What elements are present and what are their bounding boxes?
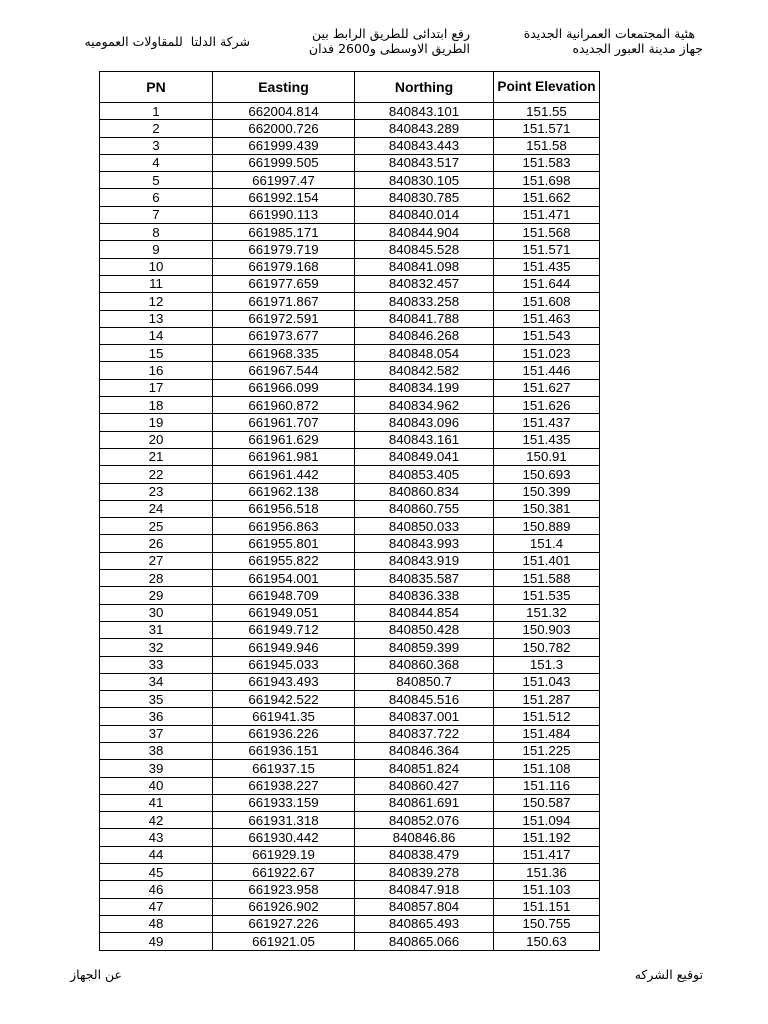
easting-cell: 661977.659 <box>213 276 355 293</box>
point-number-cell: 19 <box>100 414 213 431</box>
easting-cell: 661961.981 <box>213 449 355 466</box>
easting-cell: 661949.946 <box>213 639 355 656</box>
northing-cell: 840843.101 <box>355 103 494 120</box>
easting-cell: 661933.159 <box>213 795 355 812</box>
northing-cell: 840840.014 <box>355 207 494 224</box>
elevation-cell: 150.587 <box>494 795 600 812</box>
northing-cell: 840852.076 <box>355 812 494 829</box>
easting-cell: 661962.138 <box>213 484 355 501</box>
northing-cell: 840860.368 <box>355 657 494 674</box>
elevation-cell: 151.58 <box>494 138 600 155</box>
northing-cell: 840853.405 <box>355 466 494 483</box>
point-number-cell: 44 <box>100 847 213 864</box>
northing-cell: 840843.096 <box>355 414 494 431</box>
point-number-cell: 1 <box>100 103 213 120</box>
elevation-cell: 151.287 <box>494 691 600 708</box>
elevation-cell: 151.571 <box>494 241 600 258</box>
point-number-cell: 48 <box>100 916 213 933</box>
easting-cell: 661931.318 <box>213 812 355 829</box>
point-number-cell: 18 <box>100 397 213 414</box>
elevation-cell: 151.484 <box>494 726 600 743</box>
document-title-line1: رفع ابتدائى للطريق الرابط بين <box>312 26 470 41</box>
easting-cell: 661942.522 <box>213 691 355 708</box>
easting-cell: 661999.439 <box>213 138 355 155</box>
elevation-cell: 150.693 <box>494 466 600 483</box>
easting-cell: 661926.902 <box>213 899 355 916</box>
northing-cell: 840860.755 <box>355 501 494 518</box>
northing-cell: 840834.199 <box>355 380 494 397</box>
easting-cell: 661967.544 <box>213 362 355 379</box>
elevation-cell: 151.4 <box>494 535 600 552</box>
elevation-cell: 151.463 <box>494 311 600 328</box>
easting-cell: 661990.113 <box>213 207 355 224</box>
northing-cell: 840833.258 <box>355 293 494 310</box>
elevation-cell: 151.446 <box>494 362 600 379</box>
point-number-cell: 27 <box>100 553 213 570</box>
authority-branch: جهاز مدينة العبور الجديده <box>572 41 703 56</box>
easting-cell: 661997.47 <box>213 172 355 189</box>
elevation-cell: 151.512 <box>494 708 600 725</box>
elevation-cell: 151.116 <box>494 778 600 795</box>
northing-cell: 840851.824 <box>355 760 494 777</box>
easting-cell: 661999.505 <box>213 155 355 172</box>
elevation-cell: 151.568 <box>494 224 600 241</box>
elevation-cell: 151.543 <box>494 328 600 345</box>
northing-cell: 840850.033 <box>355 518 494 535</box>
northing-cell: 840845.516 <box>355 691 494 708</box>
easting-cell: 661936.151 <box>213 743 355 760</box>
elevation-cell: 151.103 <box>494 881 600 898</box>
elevation-cell: 151.588 <box>494 570 600 587</box>
column-header-northing: Northing <box>355 72 494 103</box>
northing-cell: 840843.443 <box>355 138 494 155</box>
easting-cell: 661956.863 <box>213 518 355 535</box>
easting-cell: 661941.35 <box>213 708 355 725</box>
elevation-cell: 150.91 <box>494 449 600 466</box>
authority-signature-label: عن الجهاز <box>70 967 122 982</box>
northing-cell: 840850.428 <box>355 622 494 639</box>
point-number-cell: 11 <box>100 276 213 293</box>
easting-cell: 661985.171 <box>213 224 355 241</box>
point-number-cell: 32 <box>100 639 213 656</box>
elevation-cell: 151.36 <box>494 864 600 881</box>
easting-cell: 661973.677 <box>213 328 355 345</box>
northing-cell: 840843.161 <box>355 432 494 449</box>
point-number-cell: 43 <box>100 829 213 846</box>
point-number-cell: 20 <box>100 432 213 449</box>
point-number-cell: 12 <box>100 293 213 310</box>
elevation-cell: 151.698 <box>494 172 600 189</box>
point-number-cell: 41 <box>100 795 213 812</box>
elevation-cell: 151.535 <box>494 587 600 604</box>
northing-cell: 840843.993 <box>355 535 494 552</box>
easting-cell: 661955.801 <box>213 535 355 552</box>
easting-cell: 661992.154 <box>213 189 355 206</box>
column-header-easting: Easting <box>213 72 355 103</box>
point-number-cell: 28 <box>100 570 213 587</box>
point-number-cell: 21 <box>100 449 213 466</box>
elevation-cell: 151.108 <box>494 760 600 777</box>
northing-cell: 840832.457 <box>355 276 494 293</box>
elevation-cell: 151.094 <box>494 812 600 829</box>
easting-cell: 662000.726 <box>213 120 355 137</box>
point-number-cell: 31 <box>100 622 213 639</box>
elevation-cell: 151.608 <box>494 293 600 310</box>
easting-cell: 662004.814 <box>213 103 355 120</box>
elevation-cell: 150.399 <box>494 484 600 501</box>
easting-cell: 661961.442 <box>213 466 355 483</box>
northing-cell: 840849.041 <box>355 449 494 466</box>
point-number-cell: 34 <box>100 674 213 691</box>
point-number-cell: 42 <box>100 812 213 829</box>
easting-cell: 661968.335 <box>213 345 355 362</box>
easting-cell: 661929.19 <box>213 847 355 864</box>
point-number-cell: 45 <box>100 864 213 881</box>
northing-cell: 840841.788 <box>355 311 494 328</box>
elevation-cell: 150.63 <box>494 933 600 950</box>
elevation-cell: 151.626 <box>494 397 600 414</box>
elevation-cell: 151.437 <box>494 414 600 431</box>
elevation-cell: 150.889 <box>494 518 600 535</box>
northing-cell: 840846.268 <box>355 328 494 345</box>
point-number-cell: 36 <box>100 708 213 725</box>
easting-cell: 661971.867 <box>213 293 355 310</box>
northing-cell: 840843.517 <box>355 155 494 172</box>
northing-cell: 840848.054 <box>355 345 494 362</box>
point-number-cell: 13 <box>100 311 213 328</box>
northing-cell: 840844.904 <box>355 224 494 241</box>
point-number-cell: 23 <box>100 484 213 501</box>
northing-cell: 840857.804 <box>355 899 494 916</box>
northing-cell: 840842.582 <box>355 362 494 379</box>
elevation-cell: 151.627 <box>494 380 600 397</box>
easting-cell: 661972.591 <box>213 311 355 328</box>
easting-cell: 661930.442 <box>213 829 355 846</box>
northing-cell: 840843.919 <box>355 553 494 570</box>
elevation-cell: 151.435 <box>494 259 600 276</box>
northing-cell: 840846.364 <box>355 743 494 760</box>
point-number-cell: 40 <box>100 778 213 795</box>
point-number-cell: 7 <box>100 207 213 224</box>
elevation-cell: 151.32 <box>494 605 600 622</box>
easting-cell: 661979.168 <box>213 259 355 276</box>
point-number-cell: 15 <box>100 345 213 362</box>
northing-cell: 840841.098 <box>355 259 494 276</box>
point-number-cell: 25 <box>100 518 213 535</box>
point-number-cell: 49 <box>100 933 213 950</box>
document-title-line2: الطريق الاوسطى و2600 فدان <box>308 41 470 56</box>
elevation-cell: 151.644 <box>494 276 600 293</box>
point-number-cell: 39 <box>100 760 213 777</box>
point-number-cell: 14 <box>100 328 213 345</box>
elevation-cell: 151.435 <box>494 432 600 449</box>
easting-cell: 661949.712 <box>213 622 355 639</box>
northing-cell: 840846.86 <box>355 829 494 846</box>
elevation-cell: 150.903 <box>494 622 600 639</box>
elevation-cell: 151.225 <box>494 743 600 760</box>
easting-cell: 661921.05 <box>213 933 355 950</box>
elevation-cell: 151.55 <box>494 103 600 120</box>
northing-cell: 840850.7 <box>355 674 494 691</box>
easting-cell: 661966.099 <box>213 380 355 397</box>
point-number-cell: 37 <box>100 726 213 743</box>
easting-cell: 661961.707 <box>213 414 355 431</box>
northing-cell: 840843.289 <box>355 120 494 137</box>
easting-cell: 661938.227 <box>213 778 355 795</box>
elevation-cell: 151.3 <box>494 657 600 674</box>
easting-cell: 661945.033 <box>213 657 355 674</box>
northing-cell: 840839.278 <box>355 864 494 881</box>
point-number-cell: 2 <box>100 120 213 137</box>
point-number-cell: 26 <box>100 535 213 552</box>
northing-cell: 840847.918 <box>355 881 494 898</box>
easting-cell: 661948.709 <box>213 587 355 604</box>
point-number-cell: 33 <box>100 657 213 674</box>
easting-cell: 661979.719 <box>213 241 355 258</box>
northing-cell: 840861.691 <box>355 795 494 812</box>
elevation-cell: 151.192 <box>494 829 600 846</box>
column-header-elevation: Point Elevation <box>494 72 600 103</box>
authority-name: هئية المجتمعات العمرانية الجديدة <box>523 26 695 41</box>
elevation-cell: 150.381 <box>494 501 600 518</box>
elevation-cell: 150.755 <box>494 916 600 933</box>
northing-cell: 840865.066 <box>355 933 494 950</box>
elevation-cell: 151.583 <box>494 155 600 172</box>
northing-cell: 840837.001 <box>355 708 494 725</box>
easting-cell: 661936.226 <box>213 726 355 743</box>
northing-cell: 840830.105 <box>355 172 494 189</box>
northing-cell: 840860.427 <box>355 778 494 795</box>
easting-cell: 661943.493 <box>213 674 355 691</box>
northing-cell: 840844.854 <box>355 605 494 622</box>
point-number-cell: 22 <box>100 466 213 483</box>
point-number-cell: 6 <box>100 189 213 206</box>
elevation-cell: 151.043 <box>494 674 600 691</box>
column-header-pn: PN <box>100 72 213 103</box>
point-number-cell: 3 <box>100 138 213 155</box>
northing-cell: 840837.722 <box>355 726 494 743</box>
point-number-cell: 24 <box>100 501 213 518</box>
northing-cell: 840835.587 <box>355 570 494 587</box>
easting-cell: 661949.051 <box>213 605 355 622</box>
easting-cell: 661923.958 <box>213 881 355 898</box>
point-number-cell: 35 <box>100 691 213 708</box>
point-number-cell: 17 <box>100 380 213 397</box>
easting-cell: 661956.518 <box>213 501 355 518</box>
point-number-cell: 9 <box>100 241 213 258</box>
easting-cell: 661927.226 <box>213 916 355 933</box>
easting-cell: 661954.001 <box>213 570 355 587</box>
point-number-cell: 30 <box>100 605 213 622</box>
northing-cell: 840865.493 <box>355 916 494 933</box>
company-signature-label: توقيع الشركه <box>634 967 703 982</box>
northing-cell: 840860.834 <box>355 484 494 501</box>
elevation-cell: 150.782 <box>494 639 600 656</box>
point-number-cell: 4 <box>100 155 213 172</box>
easting-cell: 661961.629 <box>213 432 355 449</box>
elevation-cell: 151.417 <box>494 847 600 864</box>
elevation-cell: 151.151 <box>494 899 600 916</box>
point-number-cell: 47 <box>100 899 213 916</box>
elevation-cell: 151.023 <box>494 345 600 362</box>
northing-cell: 840836.338 <box>355 587 494 604</box>
northing-cell: 840859.399 <box>355 639 494 656</box>
point-number-cell: 29 <box>100 587 213 604</box>
survey-points-table <box>99 71 600 951</box>
point-number-cell: 16 <box>100 362 213 379</box>
elevation-cell: 151.571 <box>494 120 600 137</box>
point-number-cell: 46 <box>100 881 213 898</box>
easting-cell: 661922.67 <box>213 864 355 881</box>
point-number-cell: 8 <box>100 224 213 241</box>
point-number-cell: 5 <box>100 172 213 189</box>
elevation-cell: 151.401 <box>494 553 600 570</box>
easting-cell: 661937.15 <box>213 760 355 777</box>
easting-cell: 661955.822 <box>213 553 355 570</box>
northing-cell: 840830.785 <box>355 189 494 206</box>
easting-cell: 661960.872 <box>213 397 355 414</box>
northing-cell: 840838.479 <box>355 847 494 864</box>
point-number-cell: 38 <box>100 743 213 760</box>
contractor-name: شركة الدلتا للمقاولات العموميه <box>84 34 250 49</box>
elevation-cell: 151.471 <box>494 207 600 224</box>
point-number-cell: 10 <box>100 259 213 276</box>
northing-cell: 840834.962 <box>355 397 494 414</box>
elevation-cell: 151.662 <box>494 189 600 206</box>
northing-cell: 840845.528 <box>355 241 494 258</box>
